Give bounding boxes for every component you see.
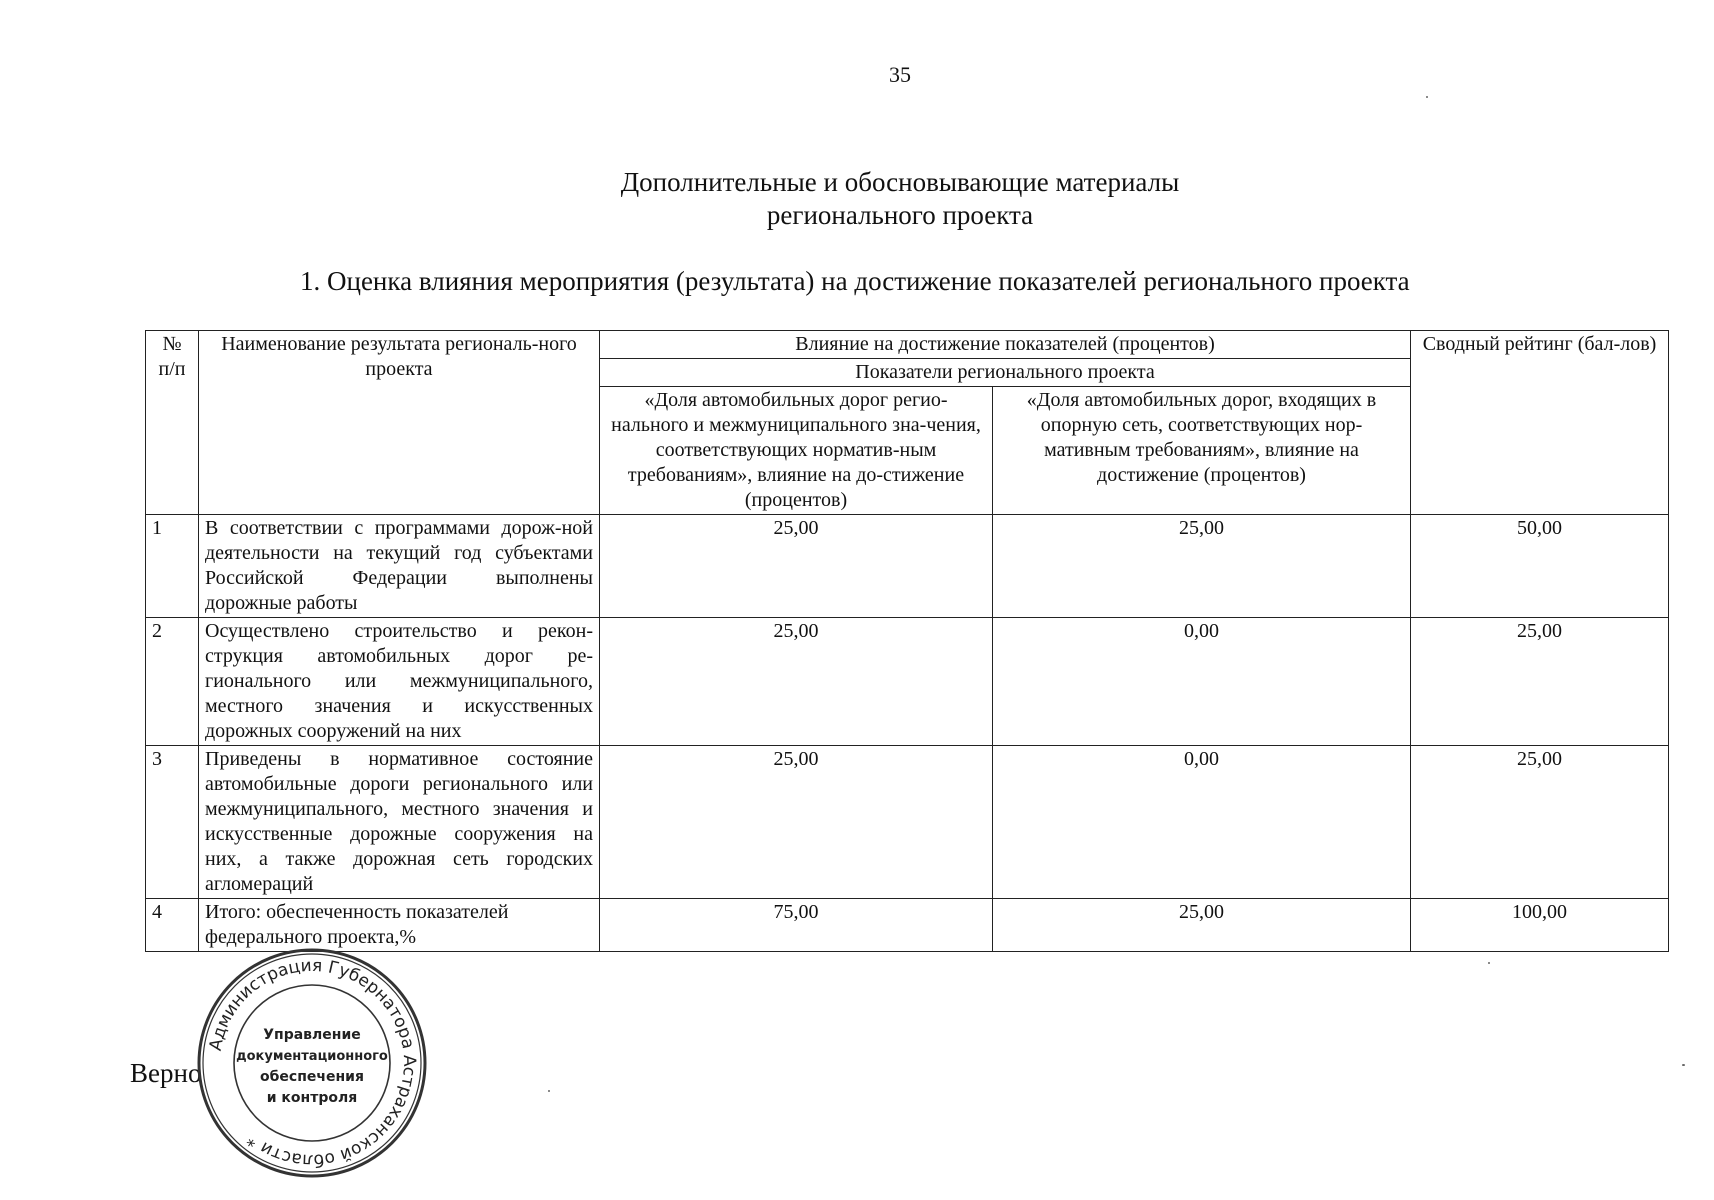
table-row	[146, 899, 1669, 952]
scan-speck	[1426, 96, 1428, 98]
row-indicator-2-value: 25,00	[993, 515, 1411, 618]
heading-line-2: регионального проекта	[766, 200, 1034, 230]
row-indicator-1-value: 25,00	[600, 618, 993, 746]
header-influence: Влияние на достижение показателей (процентов)	[600, 331, 1411, 359]
header-indicators: Показатели регионального проекта	[600, 359, 1411, 387]
header-num: № п/п	[146, 331, 199, 515]
row-indicator-1-value: 75,00	[600, 899, 993, 952]
table-row	[146, 746, 1669, 899]
stamp-center-line-4: и контроля	[266, 1090, 358, 1106]
row-indicator-2-value: 0,00	[993, 618, 1411, 746]
official-stamp	[196, 947, 428, 1179]
header-rating: Сводный рейтинг (бал-лов)	[1411, 331, 1669, 515]
document-heading	[0, 166, 1714, 232]
row-result-name: Итого: обеспеченность показателей федерального проекта,%	[199, 899, 600, 952]
stamp-center-line-1: Управление	[263, 1027, 361, 1043]
row-indicator-2-value: 0,00	[993, 746, 1411, 899]
row-num: 4	[146, 899, 199, 952]
row-rating-value: 100,00	[1411, 899, 1669, 952]
scan-speck	[548, 1090, 550, 1092]
header-result-name: Наименование результата региональ-ного проекта	[199, 331, 600, 515]
row-num: 3	[146, 746, 199, 899]
impact-assessment-table	[145, 330, 1669, 952]
row-indicator-1-value: 25,00	[600, 515, 993, 618]
row-num: 2	[146, 618, 199, 746]
row-indicator-1-value: 25,00	[600, 746, 993, 899]
row-rating-value: 25,00	[1411, 746, 1669, 899]
row-indicator-2-value: 25,00	[993, 899, 1411, 952]
stamp-center-line-2: документационного	[236, 1049, 388, 1064]
heading-line-1: Дополнительные и обосновывающие материалы	[620, 167, 1180, 197]
section-title: 1. Оценка влияния мероприятия (результата) на достижение показателей регионального проекта	[300, 266, 1410, 296]
page-number: 35	[889, 62, 911, 87]
row-result-name: Приведены в нормативное состояние автомобильные дороги регионального или межмуниципального, местного значения и искусственные дорожные сооружения на них, а также дорожная сеть городских агломераций	[199, 746, 600, 899]
header-indicator-1: «Доля автомобильных дорог регио-нального и межмуниципального зна-чения, соответствующих норматив-ным требованиям», влияние на до-стижение (процентов)	[600, 387, 993, 515]
verno-label: Верно	[130, 1058, 202, 1088]
header-indicator-2: «Доля автомобильных дорог, входящих в опорную сеть, соответствующих нор-мативным требованиям», влияние на достижение (процентов)	[993, 387, 1411, 515]
stamp-center-line-3: обеспечения	[260, 1069, 364, 1085]
row-rating-value: 25,00	[1411, 618, 1669, 746]
row-result-name: Осуществлено строительство и рекон-струкция автомобильных дорог ре-гионального или межмуниципального, местного значения и искусственных дорожных сооружений на них	[199, 618, 600, 746]
table-row	[146, 618, 1669, 746]
stamp-outer-text: Администрация Губернатора Астраханской области *	[205, 955, 420, 1171]
row-rating-value: 50,00	[1411, 515, 1669, 618]
row-result-name: В соответствии с программами дорож-ной деятельности на текущий год субъектами Российской Федерации выполнены дорожные работы	[199, 515, 600, 618]
table-row	[146, 515, 1669, 618]
scan-speck	[1488, 962, 1490, 964]
row-num: 1	[146, 515, 199, 618]
scan-speck	[1682, 1064, 1685, 1066]
